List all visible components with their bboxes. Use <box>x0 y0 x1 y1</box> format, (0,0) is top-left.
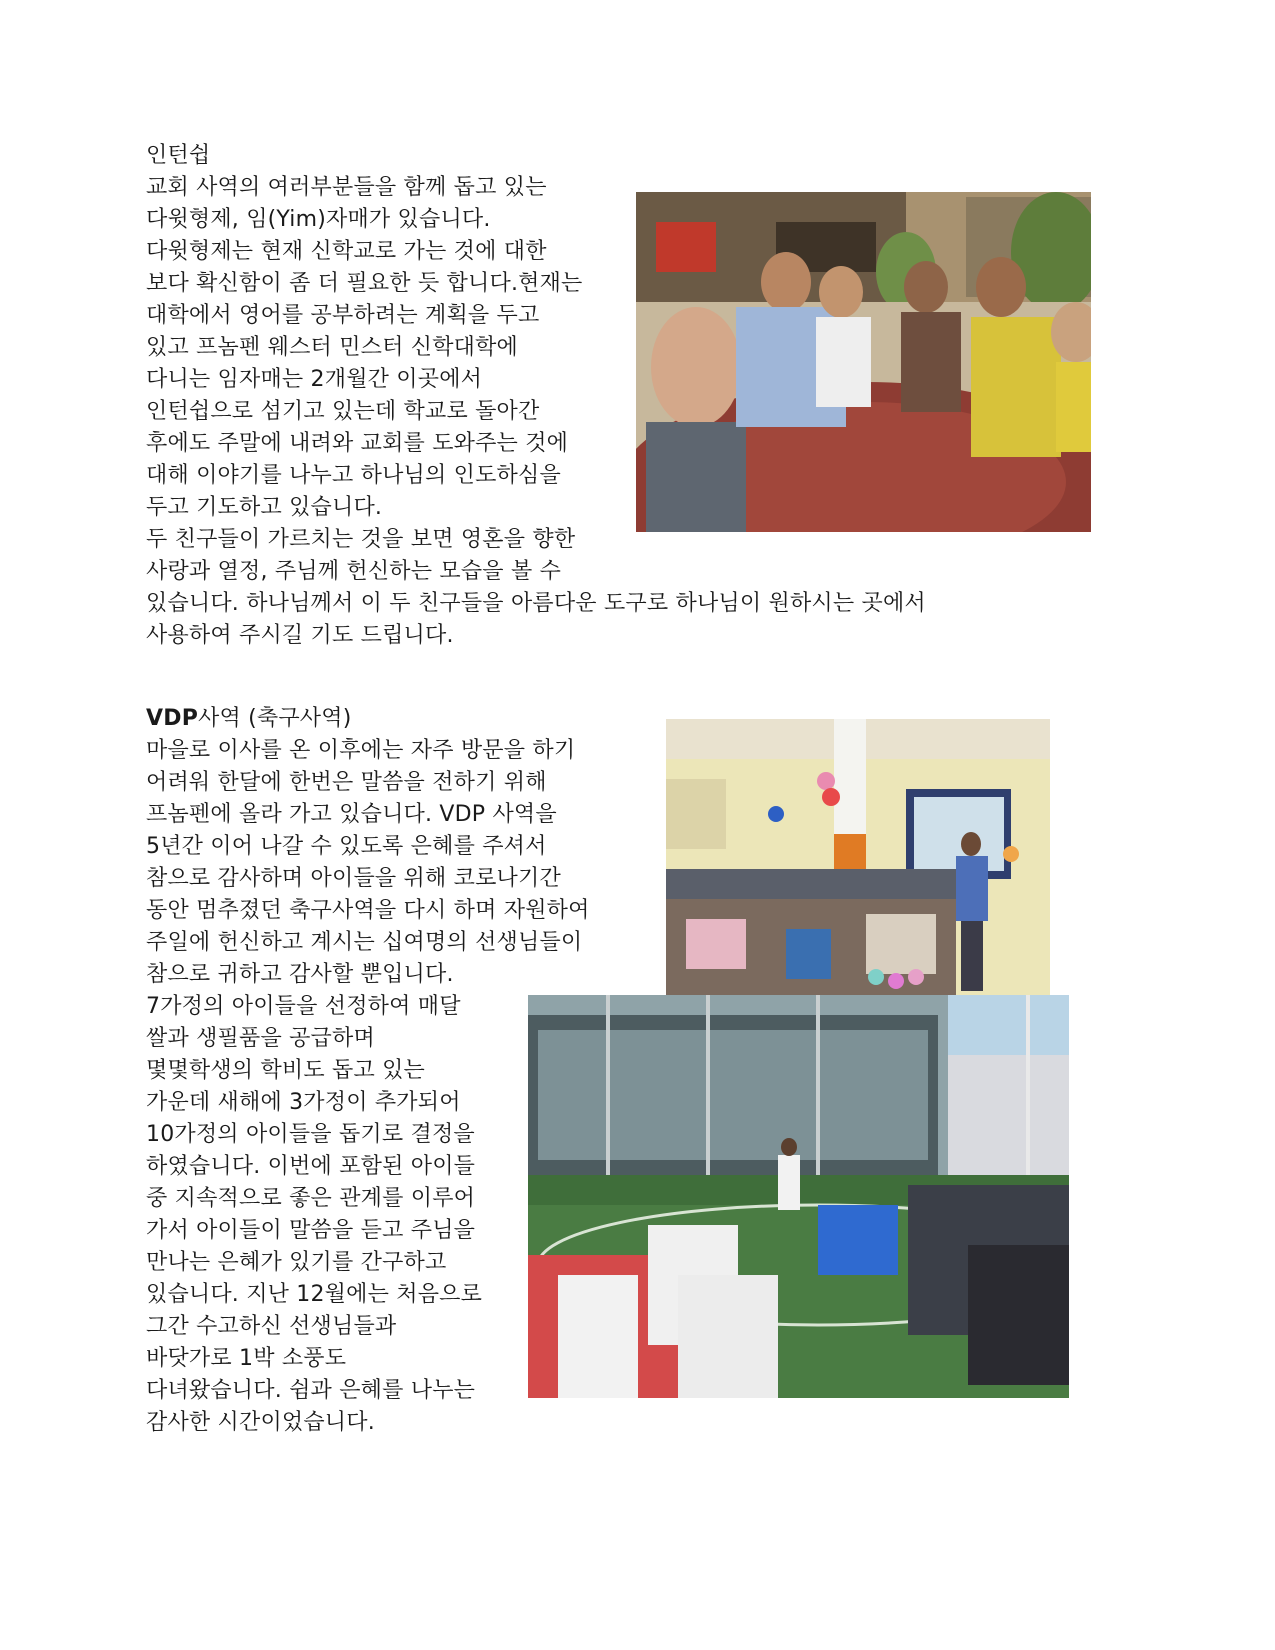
paragraph-line: 두 친구들이 가르치는 것을 보면 영혼을 향한 <box>146 527 576 552</box>
paragraph-line: 사랑과 열정, 주님께 헌신하는 모습을 볼 수 <box>146 559 562 584</box>
paragraph-line: 가서 아이들이 말씀을 듣고 주님을 <box>146 1218 476 1243</box>
paragraph-line: 5년간 이어 나갈 수 있도록 은혜를 주셔서 <box>146 834 547 859</box>
paragraph-line: 감사한 시간이었습니다. <box>146 1410 375 1435</box>
classroom-gathering-photo <box>666 719 1050 995</box>
paragraph-line: 어려워 한달에 한번은 말씀을 전하기 위해 <box>146 770 547 795</box>
paragraph-line: 바닷가로 1박 소풍도 <box>146 1346 347 1371</box>
paragraph-line: 보다 확신함이 좀 더 필요한 듯 합니다.현재는 <box>146 271 583 296</box>
paragraph-line: 주일에 헌신하고 계시는 십여명의 선생님들이 <box>146 930 583 955</box>
section-2-title <box>146 703 352 735</box>
paragraph-line: 다윗형제, 임(Yim)자매가 있습니다. <box>146 207 491 232</box>
paragraph-line: 두고 기도하고 있습니다. <box>146 495 383 520</box>
paragraph-line: 다녀왔습니다. 쉼과 은혜를 나누는 <box>146 1378 476 1403</box>
paragraph-line: 그간 수고하신 선생님들과 <box>146 1314 397 1339</box>
paragraph-line: 다윗형제는 현재 신학교로 가는 것에 대한 <box>146 239 547 264</box>
paragraph-line: 몇몇학생의 학비도 돕고 있는 <box>146 1058 426 1083</box>
paragraph-line: 인턴쉽으로 섬기고 있는데 학교로 돌아간 <box>146 399 540 424</box>
paragraph-line: 동안 멈추졌던 축구사역을 다시 하며 자원하여 <box>146 898 590 923</box>
paragraph-line: 있고 프놈펜 웨스터 민스터 신학대학에 <box>146 335 519 360</box>
paragraph-line: 후에도 주말에 내려와 교회를 도와주는 것에 <box>146 431 569 456</box>
group-selfie-photo <box>636 192 1091 532</box>
paragraph-line: 참으로 감사하며 아이들을 위해 코로나기간 <box>146 866 561 891</box>
paragraph-line: 7가정의 아이들을 선정하여 매달 <box>146 994 461 1019</box>
football-field-photo <box>528 995 1069 1398</box>
paragraph-line: 대학에서 영어를 공부하려는 계획을 두고 <box>146 303 540 328</box>
paragraph-line: 있습니다. 하나님께서 이 두 친구들을 아름다운 도구로 하나님이 원하시는 곳에서 <box>146 591 926 616</box>
section-2-title-rest: 사역 (축구사역) <box>198 706 352 731</box>
paragraph-line: 10가정의 아이들을 돕기로 결정을 <box>146 1122 475 1147</box>
paragraph-line: 다니는 임자매는 2개월간 이곳에서 <box>146 367 483 392</box>
paragraph-line: 만나는 은혜가 있기를 간구하고 <box>146 1250 447 1275</box>
paragraph-line: 쌀과 생필품을 공급하며 <box>146 1026 375 1051</box>
paragraph-line: 가운데 새해에 3가정이 추가되어 <box>146 1090 461 1115</box>
paragraph-line: 사용하여 주시길 기도 드립니다. <box>146 623 454 648</box>
section-1-title: 인턴쉽 <box>146 143 211 168</box>
paragraph-line: 교회 사역의 여러부분들을 함께 돕고 있는 <box>146 175 547 200</box>
paragraph-line: 마을로 이사를 온 이후에는 자주 방문을 하기 <box>146 738 576 763</box>
section-2-title-bold: VDP <box>146 706 199 731</box>
paragraph-line: 참으로 귀하고 감사할 뿐입니다. <box>146 962 454 987</box>
paragraph-line: 중 지속적으로 좋은 관계를 이루어 <box>146 1186 476 1211</box>
paragraph-line: 대해 이야기를 나누고 하나님의 인도하심을 <box>146 463 561 488</box>
paragraph-line: 하였습니다. 이번에 포함된 아이들 <box>146 1154 476 1179</box>
paragraph-line: 프놈펜에 올라 가고 있습니다. VDP 사역을 <box>146 802 557 827</box>
paragraph-line: 있습니다. 지난 12월에는 처음으로 <box>146 1282 483 1307</box>
